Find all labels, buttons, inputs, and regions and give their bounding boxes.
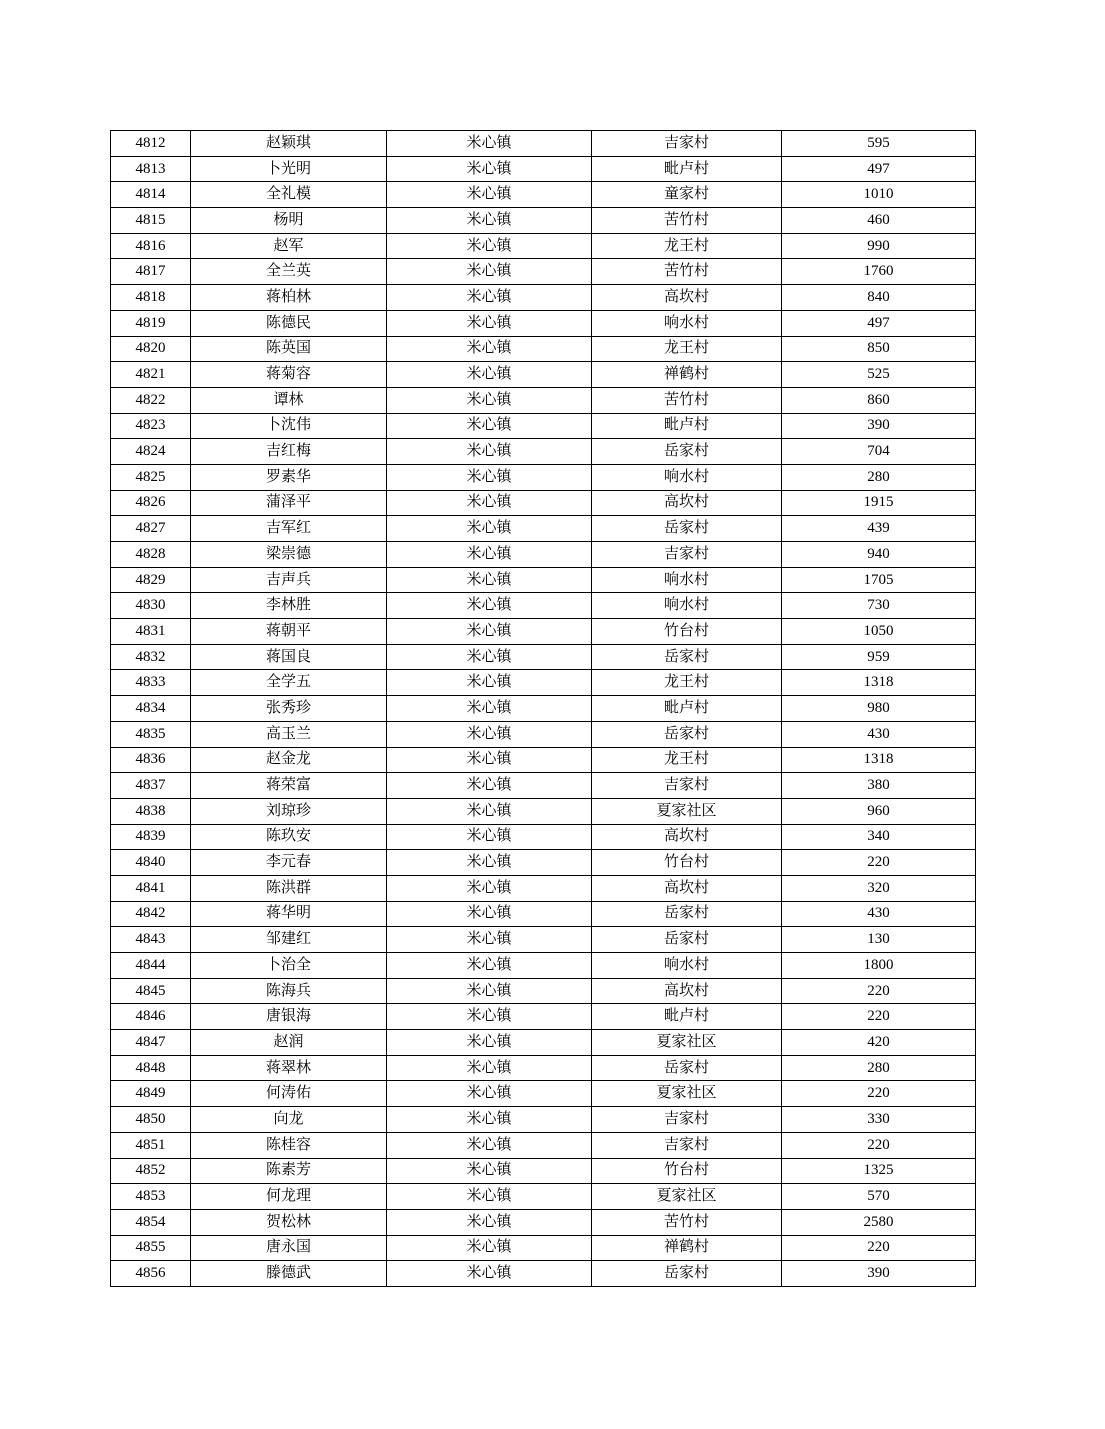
cell-name: 吉红梅 bbox=[191, 439, 387, 465]
cell-town: 米心镇 bbox=[387, 464, 592, 490]
cell-town: 米心镇 bbox=[387, 1132, 592, 1158]
cell-amount: 1915 bbox=[782, 490, 976, 516]
cell-town: 米心镇 bbox=[387, 978, 592, 1004]
table-row bbox=[111, 567, 976, 593]
cell-amount: 460 bbox=[782, 208, 976, 234]
cell-name: 高玉兰 bbox=[191, 721, 387, 747]
cell-town: 米心镇 bbox=[387, 875, 592, 901]
cell-town: 米心镇 bbox=[387, 798, 592, 824]
cell-town: 米心镇 bbox=[387, 593, 592, 619]
cell-amount: 980 bbox=[782, 696, 976, 722]
cell-name: 蒋国良 bbox=[191, 644, 387, 670]
cell-amount: 1760 bbox=[782, 259, 976, 285]
cell-id: 4836 bbox=[111, 747, 191, 773]
cell-id: 4822 bbox=[111, 387, 191, 413]
cell-id: 4817 bbox=[111, 259, 191, 285]
cell-name: 向龙 bbox=[191, 1107, 387, 1133]
table-row bbox=[111, 1081, 976, 1107]
cell-town: 米心镇 bbox=[387, 747, 592, 773]
cell-town: 米心镇 bbox=[387, 1261, 592, 1287]
cell-name: 张秀珍 bbox=[191, 696, 387, 722]
cell-name: 吉军红 bbox=[191, 516, 387, 542]
cell-town: 米心镇 bbox=[387, 850, 592, 876]
table-row bbox=[111, 798, 976, 824]
cell-name: 杨明 bbox=[191, 208, 387, 234]
cell-village: 毗卢村 bbox=[592, 413, 782, 439]
cell-village: 龙王村 bbox=[592, 747, 782, 773]
table-row bbox=[111, 131, 976, 157]
cell-name: 李林胜 bbox=[191, 593, 387, 619]
cell-town: 米心镇 bbox=[387, 131, 592, 157]
cell-town: 米心镇 bbox=[387, 953, 592, 979]
table-row bbox=[111, 670, 976, 696]
cell-name: 卜治全 bbox=[191, 953, 387, 979]
cell-village: 岳家村 bbox=[592, 927, 782, 953]
cell-amount: 439 bbox=[782, 516, 976, 542]
cell-town: 米心镇 bbox=[387, 310, 592, 336]
cell-name: 何涛佑 bbox=[191, 1081, 387, 1107]
cell-id: 4814 bbox=[111, 182, 191, 208]
table-row bbox=[111, 439, 976, 465]
cell-amount: 940 bbox=[782, 542, 976, 568]
cell-amount: 1325 bbox=[782, 1158, 976, 1184]
cell-village: 岳家村 bbox=[592, 1055, 782, 1081]
cell-village: 高坎村 bbox=[592, 978, 782, 1004]
cell-village: 禅鹤村 bbox=[592, 362, 782, 388]
cell-town: 米心镇 bbox=[387, 721, 592, 747]
cell-village: 岳家村 bbox=[592, 439, 782, 465]
cell-amount: 220 bbox=[782, 1132, 976, 1158]
cell-name: 刘琼珍 bbox=[191, 798, 387, 824]
cell-town: 米心镇 bbox=[387, 619, 592, 645]
cell-amount: 220 bbox=[782, 850, 976, 876]
cell-amount: 220 bbox=[782, 978, 976, 1004]
table-row bbox=[111, 593, 976, 619]
table-row bbox=[111, 875, 976, 901]
cell-village: 苦竹村 bbox=[592, 387, 782, 413]
cell-amount: 320 bbox=[782, 875, 976, 901]
cell-village: 夏家社区 bbox=[592, 1184, 782, 1210]
cell-name: 蒋菊容 bbox=[191, 362, 387, 388]
table-row bbox=[111, 516, 976, 542]
table-row bbox=[111, 362, 976, 388]
cell-name: 全学五 bbox=[191, 670, 387, 696]
cell-amount: 340 bbox=[782, 824, 976, 850]
cell-amount: 850 bbox=[782, 336, 976, 362]
cell-id: 4839 bbox=[111, 824, 191, 850]
table-row bbox=[111, 233, 976, 259]
cell-id: 4845 bbox=[111, 978, 191, 1004]
cell-id: 4815 bbox=[111, 208, 191, 234]
cell-village: 岳家村 bbox=[592, 516, 782, 542]
cell-id: 4844 bbox=[111, 953, 191, 979]
table-row bbox=[111, 696, 976, 722]
cell-id: 4855 bbox=[111, 1235, 191, 1261]
cell-town: 米心镇 bbox=[387, 387, 592, 413]
table-row bbox=[111, 721, 976, 747]
cell-amount: 1318 bbox=[782, 747, 976, 773]
cell-town: 米心镇 bbox=[387, 413, 592, 439]
cell-id: 4834 bbox=[111, 696, 191, 722]
cell-amount: 840 bbox=[782, 285, 976, 311]
cell-amount: 570 bbox=[782, 1184, 976, 1210]
cell-amount: 390 bbox=[782, 1261, 976, 1287]
cell-name: 全兰英 bbox=[191, 259, 387, 285]
cell-name: 贺松林 bbox=[191, 1209, 387, 1235]
cell-id: 4813 bbox=[111, 156, 191, 182]
cell-town: 米心镇 bbox=[387, 1107, 592, 1133]
cell-name: 赵金龙 bbox=[191, 747, 387, 773]
data-table bbox=[110, 130, 976, 1287]
cell-town: 米心镇 bbox=[387, 208, 592, 234]
cell-name: 吉声兵 bbox=[191, 567, 387, 593]
cell-town: 米心镇 bbox=[387, 1004, 592, 1030]
cell-village: 毗卢村 bbox=[592, 156, 782, 182]
table-row bbox=[111, 464, 976, 490]
cell-town: 米心镇 bbox=[387, 285, 592, 311]
cell-village: 禅鹤村 bbox=[592, 1235, 782, 1261]
cell-amount: 595 bbox=[782, 131, 976, 157]
cell-amount: 525 bbox=[782, 362, 976, 388]
cell-name: 蒋柏林 bbox=[191, 285, 387, 311]
cell-id: 4824 bbox=[111, 439, 191, 465]
cell-id: 4818 bbox=[111, 285, 191, 311]
cell-id: 4837 bbox=[111, 773, 191, 799]
table-row bbox=[111, 336, 976, 362]
table-row bbox=[111, 747, 976, 773]
cell-town: 米心镇 bbox=[387, 1030, 592, 1056]
cell-name: 赵润 bbox=[191, 1030, 387, 1056]
cell-name: 蒋翠林 bbox=[191, 1055, 387, 1081]
cell-amount: 220 bbox=[782, 1235, 976, 1261]
table-row bbox=[111, 156, 976, 182]
cell-id: 4828 bbox=[111, 542, 191, 568]
cell-id: 4842 bbox=[111, 901, 191, 927]
table-row bbox=[111, 285, 976, 311]
cell-id: 4823 bbox=[111, 413, 191, 439]
cell-id: 4812 bbox=[111, 131, 191, 157]
cell-village: 夏家社区 bbox=[592, 798, 782, 824]
cell-id: 4852 bbox=[111, 1158, 191, 1184]
table-row bbox=[111, 927, 976, 953]
cell-village: 岳家村 bbox=[592, 644, 782, 670]
table-row bbox=[111, 208, 976, 234]
cell-name: 陈海兵 bbox=[191, 978, 387, 1004]
table-row bbox=[111, 259, 976, 285]
cell-id: 4846 bbox=[111, 1004, 191, 1030]
cell-name: 唐银海 bbox=[191, 1004, 387, 1030]
cell-amount: 990 bbox=[782, 233, 976, 259]
cell-name: 何龙理 bbox=[191, 1184, 387, 1210]
cell-village: 岳家村 bbox=[592, 1261, 782, 1287]
table-row bbox=[111, 387, 976, 413]
cell-town: 米心镇 bbox=[387, 490, 592, 516]
table-row bbox=[111, 1261, 976, 1287]
cell-amount: 1050 bbox=[782, 619, 976, 645]
table-row bbox=[111, 953, 976, 979]
cell-town: 米心镇 bbox=[387, 156, 592, 182]
cell-name: 李元春 bbox=[191, 850, 387, 876]
cell-village: 吉家村 bbox=[592, 1107, 782, 1133]
cell-name: 蒋荣富 bbox=[191, 773, 387, 799]
cell-town: 米心镇 bbox=[387, 259, 592, 285]
cell-town: 米心镇 bbox=[387, 901, 592, 927]
cell-town: 米心镇 bbox=[387, 336, 592, 362]
cell-name: 邹建红 bbox=[191, 927, 387, 953]
table-row bbox=[111, 1235, 976, 1261]
cell-amount: 2580 bbox=[782, 1209, 976, 1235]
cell-village: 岳家村 bbox=[592, 721, 782, 747]
cell-id: 4851 bbox=[111, 1132, 191, 1158]
cell-amount: 220 bbox=[782, 1081, 976, 1107]
cell-village: 响水村 bbox=[592, 593, 782, 619]
cell-amount: 730 bbox=[782, 593, 976, 619]
cell-village: 响水村 bbox=[592, 310, 782, 336]
cell-name: 陈桂容 bbox=[191, 1132, 387, 1158]
cell-id: 4854 bbox=[111, 1209, 191, 1235]
table-row bbox=[111, 1158, 976, 1184]
cell-id: 4833 bbox=[111, 670, 191, 696]
cell-id: 4825 bbox=[111, 464, 191, 490]
cell-amount: 280 bbox=[782, 1055, 976, 1081]
cell-village: 吉家村 bbox=[592, 131, 782, 157]
cell-amount: 1705 bbox=[782, 567, 976, 593]
cell-village: 苦竹村 bbox=[592, 208, 782, 234]
cell-id: 4843 bbox=[111, 927, 191, 953]
cell-name: 陈英国 bbox=[191, 336, 387, 362]
cell-id: 4838 bbox=[111, 798, 191, 824]
cell-amount: 280 bbox=[782, 464, 976, 490]
cell-amount: 430 bbox=[782, 901, 976, 927]
cell-amount: 704 bbox=[782, 439, 976, 465]
cell-village: 童家村 bbox=[592, 182, 782, 208]
cell-amount: 860 bbox=[782, 387, 976, 413]
cell-amount: 390 bbox=[782, 413, 976, 439]
cell-name: 滕德武 bbox=[191, 1261, 387, 1287]
cell-id: 4830 bbox=[111, 593, 191, 619]
cell-amount: 430 bbox=[782, 721, 976, 747]
cell-village: 龙王村 bbox=[592, 336, 782, 362]
table-row bbox=[111, 1004, 976, 1030]
cell-town: 米心镇 bbox=[387, 824, 592, 850]
cell-town: 米心镇 bbox=[387, 542, 592, 568]
table-row bbox=[111, 1184, 976, 1210]
cell-village: 毗卢村 bbox=[592, 1004, 782, 1030]
cell-name: 卜光明 bbox=[191, 156, 387, 182]
cell-town: 米心镇 bbox=[387, 1081, 592, 1107]
table-row bbox=[111, 773, 976, 799]
cell-village: 吉家村 bbox=[592, 542, 782, 568]
cell-id: 4832 bbox=[111, 644, 191, 670]
cell-amount: 330 bbox=[782, 1107, 976, 1133]
cell-name: 赵军 bbox=[191, 233, 387, 259]
cell-village: 苦竹村 bbox=[592, 259, 782, 285]
cell-name: 梁崇德 bbox=[191, 542, 387, 568]
cell-name: 唐永国 bbox=[191, 1235, 387, 1261]
cell-town: 米心镇 bbox=[387, 1184, 592, 1210]
cell-name: 谭林 bbox=[191, 387, 387, 413]
table-row bbox=[111, 978, 976, 1004]
table-row bbox=[111, 644, 976, 670]
cell-amount: 1800 bbox=[782, 953, 976, 979]
table-row bbox=[111, 1132, 976, 1158]
cell-name: 蒲泽平 bbox=[191, 490, 387, 516]
cell-village: 龙王村 bbox=[592, 670, 782, 696]
cell-name: 卜沈伟 bbox=[191, 413, 387, 439]
cell-village: 竹台村 bbox=[592, 1158, 782, 1184]
cell-id: 4841 bbox=[111, 875, 191, 901]
table-row bbox=[111, 1107, 976, 1133]
cell-name: 蒋华明 bbox=[191, 901, 387, 927]
cell-name: 陈玖安 bbox=[191, 824, 387, 850]
cell-village: 高坎村 bbox=[592, 875, 782, 901]
table-row bbox=[111, 901, 976, 927]
cell-village: 响水村 bbox=[592, 953, 782, 979]
cell-village: 毗卢村 bbox=[592, 696, 782, 722]
cell-village: 岳家村 bbox=[592, 901, 782, 927]
cell-town: 米心镇 bbox=[387, 1055, 592, 1081]
cell-amount: 1318 bbox=[782, 670, 976, 696]
cell-town: 米心镇 bbox=[387, 696, 592, 722]
cell-id: 4849 bbox=[111, 1081, 191, 1107]
cell-name: 陈洪群 bbox=[191, 875, 387, 901]
cell-village: 响水村 bbox=[592, 464, 782, 490]
cell-town: 米心镇 bbox=[387, 362, 592, 388]
cell-town: 米心镇 bbox=[387, 1209, 592, 1235]
table-row bbox=[111, 182, 976, 208]
cell-amount: 130 bbox=[782, 927, 976, 953]
cell-id: 4829 bbox=[111, 567, 191, 593]
cell-town: 米心镇 bbox=[387, 516, 592, 542]
cell-id: 4835 bbox=[111, 721, 191, 747]
cell-id: 4821 bbox=[111, 362, 191, 388]
table-row bbox=[111, 619, 976, 645]
table-row bbox=[111, 1209, 976, 1235]
cell-village: 苦竹村 bbox=[592, 1209, 782, 1235]
cell-town: 米心镇 bbox=[387, 1235, 592, 1261]
cell-village: 高坎村 bbox=[592, 490, 782, 516]
cell-village: 高坎村 bbox=[592, 824, 782, 850]
table-body bbox=[111, 131, 976, 1287]
cell-amount: 380 bbox=[782, 773, 976, 799]
cell-village: 夏家社区 bbox=[592, 1030, 782, 1056]
cell-town: 米心镇 bbox=[387, 773, 592, 799]
cell-amount: 960 bbox=[782, 798, 976, 824]
cell-town: 米心镇 bbox=[387, 927, 592, 953]
cell-town: 米心镇 bbox=[387, 233, 592, 259]
table-row bbox=[111, 1055, 976, 1081]
table-row bbox=[111, 824, 976, 850]
cell-village: 吉家村 bbox=[592, 773, 782, 799]
cell-id: 4847 bbox=[111, 1030, 191, 1056]
cell-village: 高坎村 bbox=[592, 285, 782, 311]
cell-village: 夏家社区 bbox=[592, 1081, 782, 1107]
cell-amount: 220 bbox=[782, 1004, 976, 1030]
cell-town: 米心镇 bbox=[387, 567, 592, 593]
cell-id: 4827 bbox=[111, 516, 191, 542]
table-row bbox=[111, 310, 976, 336]
cell-town: 米心镇 bbox=[387, 644, 592, 670]
cell-town: 米心镇 bbox=[387, 182, 592, 208]
cell-town: 米心镇 bbox=[387, 1158, 592, 1184]
cell-id: 4816 bbox=[111, 233, 191, 259]
cell-village: 竹台村 bbox=[592, 850, 782, 876]
cell-name: 罗素华 bbox=[191, 464, 387, 490]
cell-id: 4856 bbox=[111, 1261, 191, 1287]
cell-amount: 1010 bbox=[782, 182, 976, 208]
cell-id: 4853 bbox=[111, 1184, 191, 1210]
cell-town: 米心镇 bbox=[387, 439, 592, 465]
cell-village: 竹台村 bbox=[592, 619, 782, 645]
cell-village: 吉家村 bbox=[592, 1132, 782, 1158]
cell-id: 4848 bbox=[111, 1055, 191, 1081]
cell-village: 响水村 bbox=[592, 567, 782, 593]
cell-id: 4831 bbox=[111, 619, 191, 645]
cell-id: 4840 bbox=[111, 850, 191, 876]
table-row bbox=[111, 850, 976, 876]
table-row bbox=[111, 1030, 976, 1056]
cell-amount: 497 bbox=[782, 310, 976, 336]
cell-name: 陈德民 bbox=[191, 310, 387, 336]
cell-name: 赵颖琪 bbox=[191, 131, 387, 157]
cell-amount: 420 bbox=[782, 1030, 976, 1056]
cell-id: 4820 bbox=[111, 336, 191, 362]
table-row bbox=[111, 490, 976, 516]
cell-town: 米心镇 bbox=[387, 670, 592, 696]
table-row bbox=[111, 413, 976, 439]
cell-amount: 959 bbox=[782, 644, 976, 670]
cell-name: 全礼模 bbox=[191, 182, 387, 208]
cell-village: 龙王村 bbox=[592, 233, 782, 259]
cell-id: 4826 bbox=[111, 490, 191, 516]
cell-name: 蒋朝平 bbox=[191, 619, 387, 645]
cell-id: 4819 bbox=[111, 310, 191, 336]
table-row bbox=[111, 542, 976, 568]
cell-amount: 497 bbox=[782, 156, 976, 182]
cell-name: 陈素芳 bbox=[191, 1158, 387, 1184]
cell-id: 4850 bbox=[111, 1107, 191, 1133]
